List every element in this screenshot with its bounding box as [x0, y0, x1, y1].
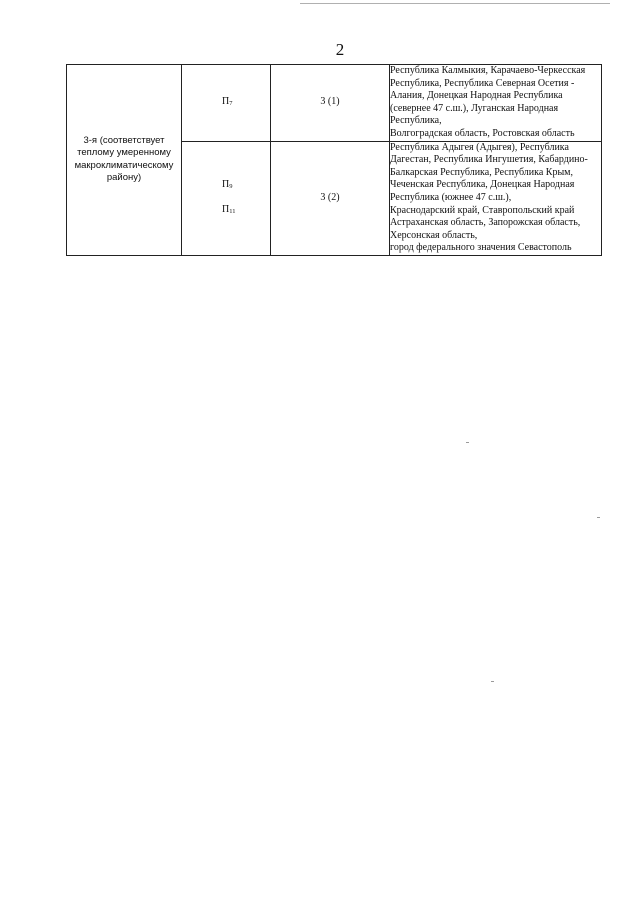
region-line: Херсонская область, — [390, 229, 478, 241]
region-line: Чеченская Республика, Донецкая Народная — [390, 179, 575, 191]
group-label: 3 (1) — [320, 96, 340, 108]
group-cell — [271, 65, 390, 142]
subzone-cell — [182, 65, 271, 142]
region-line: Балкарская Республика, Республика Крым, — [390, 166, 574, 178]
zone-label — [67, 135, 181, 185]
group-cell — [271, 141, 390, 255]
region-line: Дагестан, Республика Ингушетия, Кабардино- — [390, 154, 588, 166]
group-label: 3 (2) — [320, 191, 340, 203]
subzone-letter: П — [222, 96, 230, 108]
zone-cell — [67, 65, 182, 256]
climate-zones-table — [66, 64, 602, 256]
scan-top-line — [300, 3, 610, 4]
subzone-index: 9 — [229, 183, 233, 191]
region-line: Республика, Республика Северная Осетия - — [390, 77, 575, 89]
zone-label-line: 3-я (соответствует — [83, 134, 165, 146]
region-line: Республика, — [390, 115, 442, 127]
region-line: (севернее 47 с.ш.), Луганская Народная — [390, 102, 559, 114]
zone-label-line: теплому умеренному — [77, 147, 171, 159]
subzone-cell — [182, 141, 271, 255]
region-line: Республика (южнее 47 с.ш.), — [390, 191, 512, 203]
scan-speck — [466, 442, 469, 443]
zone-label-line: макроклиматическому — [74, 159, 174, 171]
region-line: город федерального значения Севастополь — [390, 242, 572, 254]
subzone-label — [182, 173, 270, 198]
subzone-index: 7 — [229, 100, 233, 108]
scan-speck — [491, 681, 494, 682]
region-line: Краснодарский край, Ставропольский край — [390, 204, 575, 216]
region-line: Астраханская область, Запорожская область, — [390, 217, 581, 229]
scan-speck — [597, 517, 600, 518]
regions-cell — [390, 141, 602, 255]
subzone-letter: П — [222, 204, 230, 216]
region-line: Республика Калмыкия, Карачаево-Черкесская — [390, 65, 586, 76]
zone-label-line: району) — [106, 172, 142, 184]
table-row — [67, 65, 602, 142]
regions-cell — [390, 65, 602, 142]
subzone-label — [182, 90, 270, 115]
region-line: Алания, Донецкая Народная Республика — [390, 90, 563, 102]
page-number: 2 — [335, 40, 345, 59]
region-line: Республика Адыгея (Адыгея), Республика — [390, 141, 569, 153]
region-line: Волгоградская область, Ростовская область — [390, 127, 575, 139]
subzone-label — [182, 198, 270, 223]
subzone-letter: П — [222, 179, 230, 191]
subzone-index: 11 — [229, 208, 236, 216]
